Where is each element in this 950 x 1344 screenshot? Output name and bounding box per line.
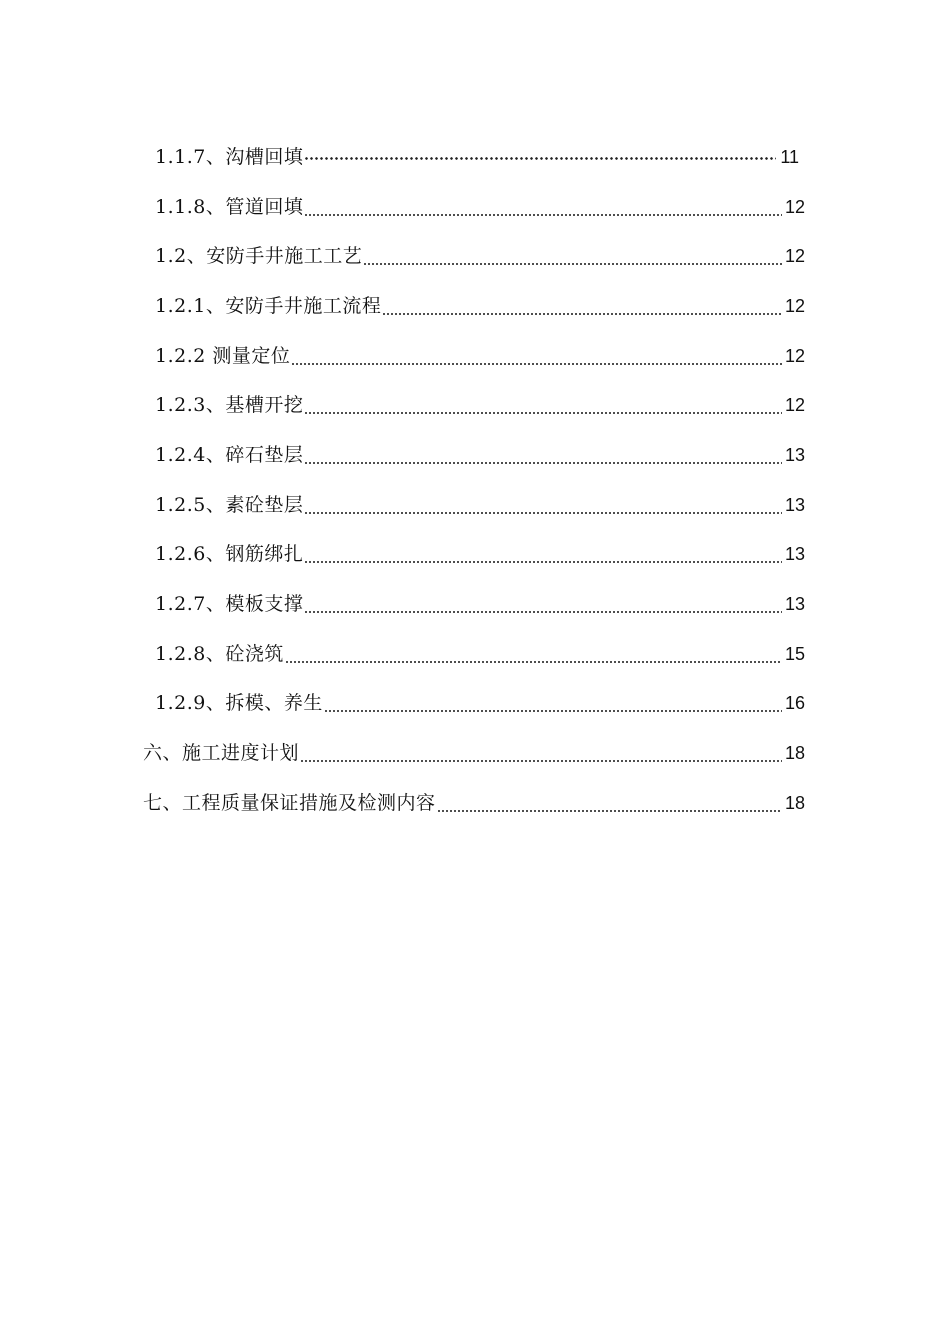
toc-entry[interactable] bbox=[0, 281, 950, 331]
toc-page-number: 12 bbox=[784, 345, 805, 366]
toc-page-number: 15 bbox=[784, 643, 805, 664]
toc-entry-title: 1.2.7、模板支撑 bbox=[155, 593, 304, 616]
toc-entry-title: 1.2.8、砼浇筑 bbox=[155, 642, 284, 665]
toc-entry-title: 1.2.4、碎石垫层 bbox=[155, 443, 304, 466]
toc-entry[interactable] bbox=[0, 132, 950, 182]
toc-entry-title: 1.2.3、基槽开挖 bbox=[155, 394, 304, 417]
toc-entry[interactable] bbox=[0, 629, 950, 679]
toc-dot-leader bbox=[304, 157, 776, 160]
toc-dot-leader bbox=[304, 214, 782, 216]
toc-page-number: 18 bbox=[784, 743, 805, 764]
toc-page-number: 13 bbox=[784, 544, 805, 565]
toc-entry-title: 1.2.9、拆模、养生 bbox=[155, 692, 323, 715]
toc-dot-leader bbox=[300, 760, 782, 762]
toc-page-number: 18 bbox=[784, 792, 805, 813]
toc-page-number: 16 bbox=[784, 693, 805, 714]
toc-entry-title: 1.2.5、素砼垫层 bbox=[155, 493, 304, 516]
toc-entry-title: 1.2.6、钢筋绑扎 bbox=[155, 543, 304, 566]
toc-entry[interactable] bbox=[0, 380, 950, 430]
toc-entry-title: 七、工程质量保证措施及检测内容 bbox=[143, 791, 436, 814]
toc-entry[interactable] bbox=[0, 231, 950, 281]
toc-entry[interactable] bbox=[0, 778, 950, 828]
toc-dot-leader bbox=[285, 661, 782, 663]
toc-dot-leader bbox=[304, 611, 782, 613]
toc-entry-title: 1.2.1、安防手井施工流程 bbox=[155, 294, 382, 317]
toc-entry[interactable] bbox=[0, 331, 950, 381]
toc-dot-leader bbox=[304, 512, 782, 514]
toc-page-number: 12 bbox=[784, 246, 805, 267]
toc-dot-leader bbox=[437, 810, 782, 812]
toc-entry[interactable] bbox=[0, 728, 950, 778]
toc-dot-leader bbox=[304, 561, 782, 563]
toc-entry-title: 1.2、安防手井施工工艺 bbox=[155, 245, 363, 268]
toc-entry-title: 1.1.7、沟槽回填 bbox=[155, 145, 304, 168]
toc-page-number: 12 bbox=[784, 395, 805, 416]
toc-entry[interactable] bbox=[0, 430, 950, 480]
toc-entry[interactable] bbox=[0, 579, 950, 629]
table-of-contents bbox=[0, 132, 950, 828]
toc-entry-title: 六、施工进度计划 bbox=[143, 742, 300, 765]
toc-entry[interactable] bbox=[0, 679, 950, 729]
toc-dot-leader bbox=[304, 462, 782, 464]
toc-dot-leader bbox=[291, 363, 782, 365]
toc-dot-leader bbox=[324, 710, 782, 712]
toc-page-number: 11 bbox=[780, 146, 799, 167]
toc-page-number: 13 bbox=[784, 594, 805, 615]
toc-entry[interactable] bbox=[0, 530, 950, 580]
toc-dot-leader bbox=[382, 313, 782, 315]
toc-page-number: 13 bbox=[784, 444, 805, 465]
toc-page-number: 12 bbox=[784, 196, 805, 217]
toc-page-number: 12 bbox=[784, 295, 805, 316]
toc-entry-title: 1.1.8、管道回填 bbox=[155, 195, 304, 218]
toc-entry[interactable] bbox=[0, 182, 950, 232]
toc-entry-title: 1.2.2 测量定位 bbox=[155, 344, 291, 367]
toc-entry[interactable] bbox=[0, 480, 950, 530]
toc-page-number: 13 bbox=[784, 494, 805, 515]
toc-dot-leader bbox=[363, 263, 782, 265]
toc-dot-leader bbox=[304, 412, 782, 414]
